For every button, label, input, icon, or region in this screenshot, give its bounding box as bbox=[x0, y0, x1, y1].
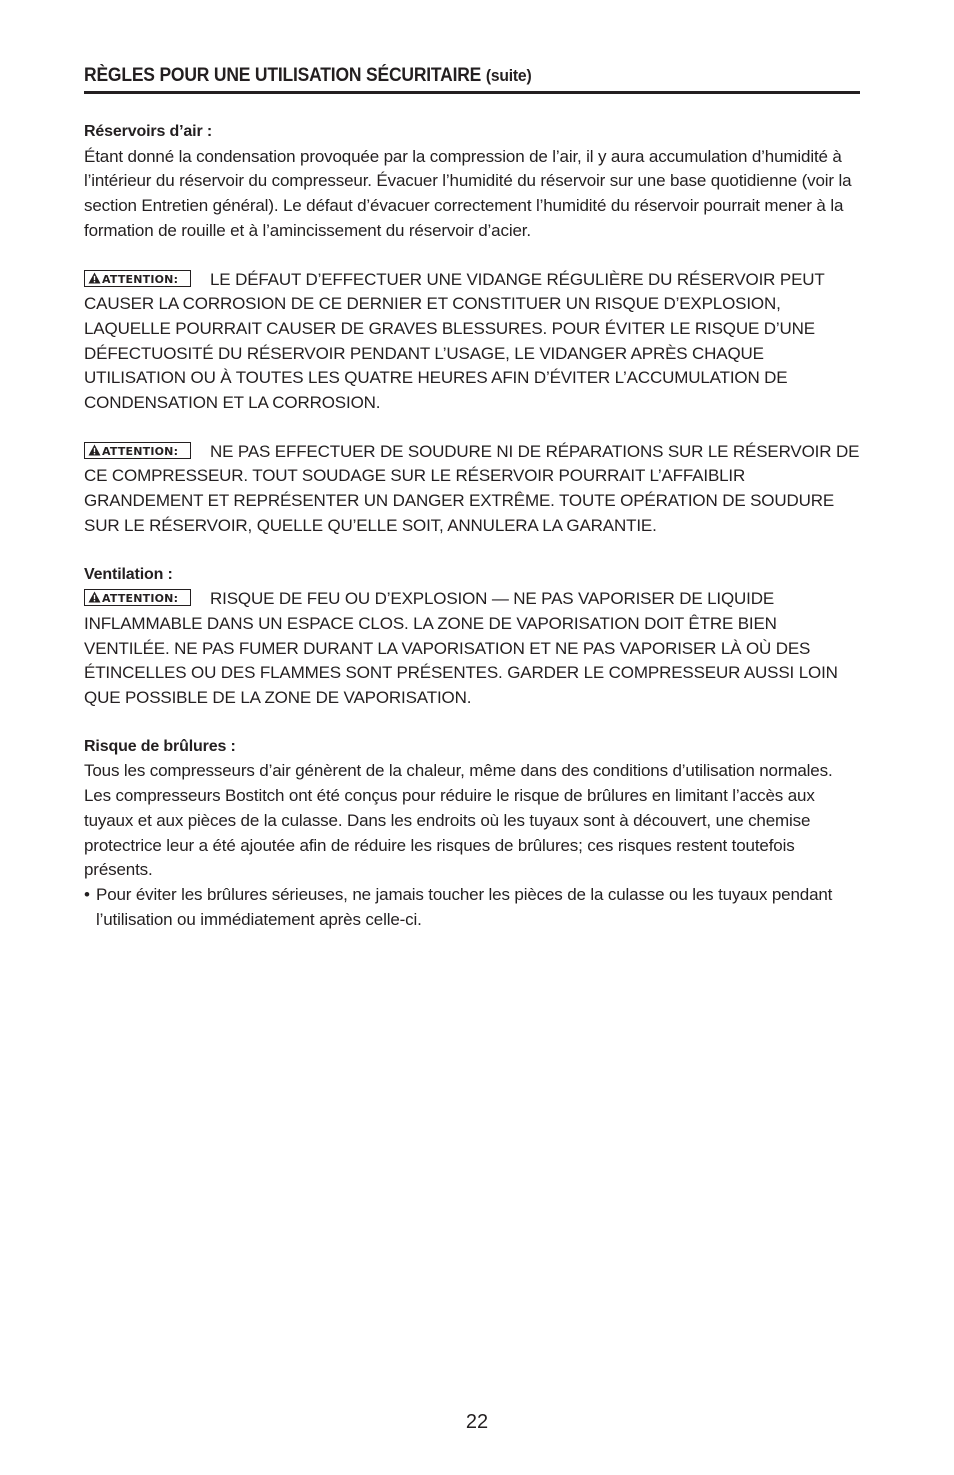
warning-drain-body: LE DÉFAUT D’EFFECTUER UNE VIDANGE RÉGULIÈRE DU RÉSERVOIR PEUT CAUSER LA CORROSION DE CE DERNIER ET CONSTITUER UN RISQUE D’EXPLOSION, LAQUELLE POURRAIT CAUSER DE GRAVES BLESSURES. POUR ÉVITER LE RISQUE D’UNE DÉFECTUOSITÉ DU RÉSERVOIR PENDANT L’USAGE, LE VIDANGER APRÈS CHAQUE UTILISATION OU À TOUTES LES QUATRE HEURES AFIN D’ÉVITER L’ACCUMULATION DE CONDENSATION ET LA CORROSION. bbox=[84, 269, 825, 413]
warning-triangle-icon bbox=[88, 591, 101, 603]
attention-label: ATTENTION: bbox=[102, 592, 179, 606]
warning-triangle-icon bbox=[88, 272, 101, 284]
warning-welding-body: NE PAS EFFECTUER DE SOUDURE NI DE RÉPARATIONS SUR LE RÉSERVOIR DE CE COMPRESSEUR. TOUT SOUDAGE SUR LE RÉSERVOIR POURRAIT L’AFFAIBLIR GRANDEMENT ET REPRÉSENTER UN DANGER EXTRÊME. TOUTE OPÉRATION DE SOUDURE SUR LE RÉSERVOIR, QUELLE QU’ELLE SOIT, ANNULERA LA GARANTIE. bbox=[84, 441, 860, 535]
page-title bbox=[84, 62, 798, 90]
page-number: 22 bbox=[465, 1411, 489, 1433]
ventilation-section bbox=[84, 563, 860, 711]
ventilation-heading: Ventilation : bbox=[84, 565, 173, 583]
page-content bbox=[84, 62, 860, 932]
bullet-symbol: • bbox=[84, 884, 90, 904]
attention-label: ATTENTION: bbox=[102, 272, 179, 286]
burns-section bbox=[84, 735, 860, 933]
warning-fire-body: RISQUE DE FEU OU D’EXPLOSION — NE PAS VAPORISER DE LIQUIDE INFLAMMABLE DANS UN ESPACE CLOS. LA ZONE DE VAPORISATION DOIT ÊTRE BIEN VENTILÉE. NE PAS FUMER DURANT LA VAPORISATION ET NE PAS VAPORISER LÀ OÙ DES ÉTINCELLES OU DES FLAMMES SONT PRÉSENTES. GARDER LE COMPRESSEUR AUSSI LOIN QUE POSSIBLE DE LA ZONE DE VAPORISATION. bbox=[84, 589, 838, 708]
reservoirs-section bbox=[84, 120, 860, 244]
list-item bbox=[84, 883, 860, 932]
warning-drain bbox=[84, 268, 860, 416]
warning-triangle-icon bbox=[88, 444, 101, 456]
burns-bullet-text: Pour éviter les brûlures sérieuses, ne jamais toucher les pièces de la culasse ou les tuyaux pendant l’utilisation ou immédiatement après celle-ci. bbox=[96, 884, 833, 929]
attention-badge bbox=[84, 270, 191, 287]
warning-drain-text bbox=[84, 268, 860, 416]
reservoirs-body: Étant donné la condensation provoquée par la compression de l’air, il y aura accumulation d’humidité à l’intérieur du réservoir du compresseur. Évacuer l’humidité du réservoir sur une base quotidienne (voir la section Entretien général). Le défaut d’évacuer correctement l’humidité du réservoir pourrait mener à la formation de rouille et à l’amincissement du réservoir d’acier. bbox=[84, 146, 852, 240]
warning-welding bbox=[84, 440, 860, 539]
warning-welding-text bbox=[84, 440, 860, 539]
attention-badge bbox=[84, 589, 191, 606]
title-rule bbox=[84, 91, 860, 94]
attention-badge bbox=[84, 442, 191, 459]
warning-fire-text bbox=[84, 587, 860, 711]
reservoirs-heading: Réservoirs d’air : bbox=[84, 123, 213, 140]
burns-heading: Risque de brûlures : bbox=[84, 737, 236, 755]
page-title-main: RÈGLES POUR UNE UTILISATION SÉCURITAIRE bbox=[84, 65, 482, 86]
burns-body: Tous les compresseurs d’air génèrent de la chaleur, même dans des conditions d’utilisation normales. Les compresseurs Bostitch ont été conçus pour réduire le risque de brûlures en limitant l’accès aux tuyaux et aux pièces de la culasse. Dans les endroits où les tuyaux sont à découvert, une chemise protectrice leur a été ajoutée afin de réduire les risques de brûlures; ces risques restent toutefois présents. bbox=[84, 761, 833, 880]
attention-label: ATTENTION: bbox=[102, 444, 179, 458]
page-title-suffix: (suite) bbox=[485, 66, 532, 85]
